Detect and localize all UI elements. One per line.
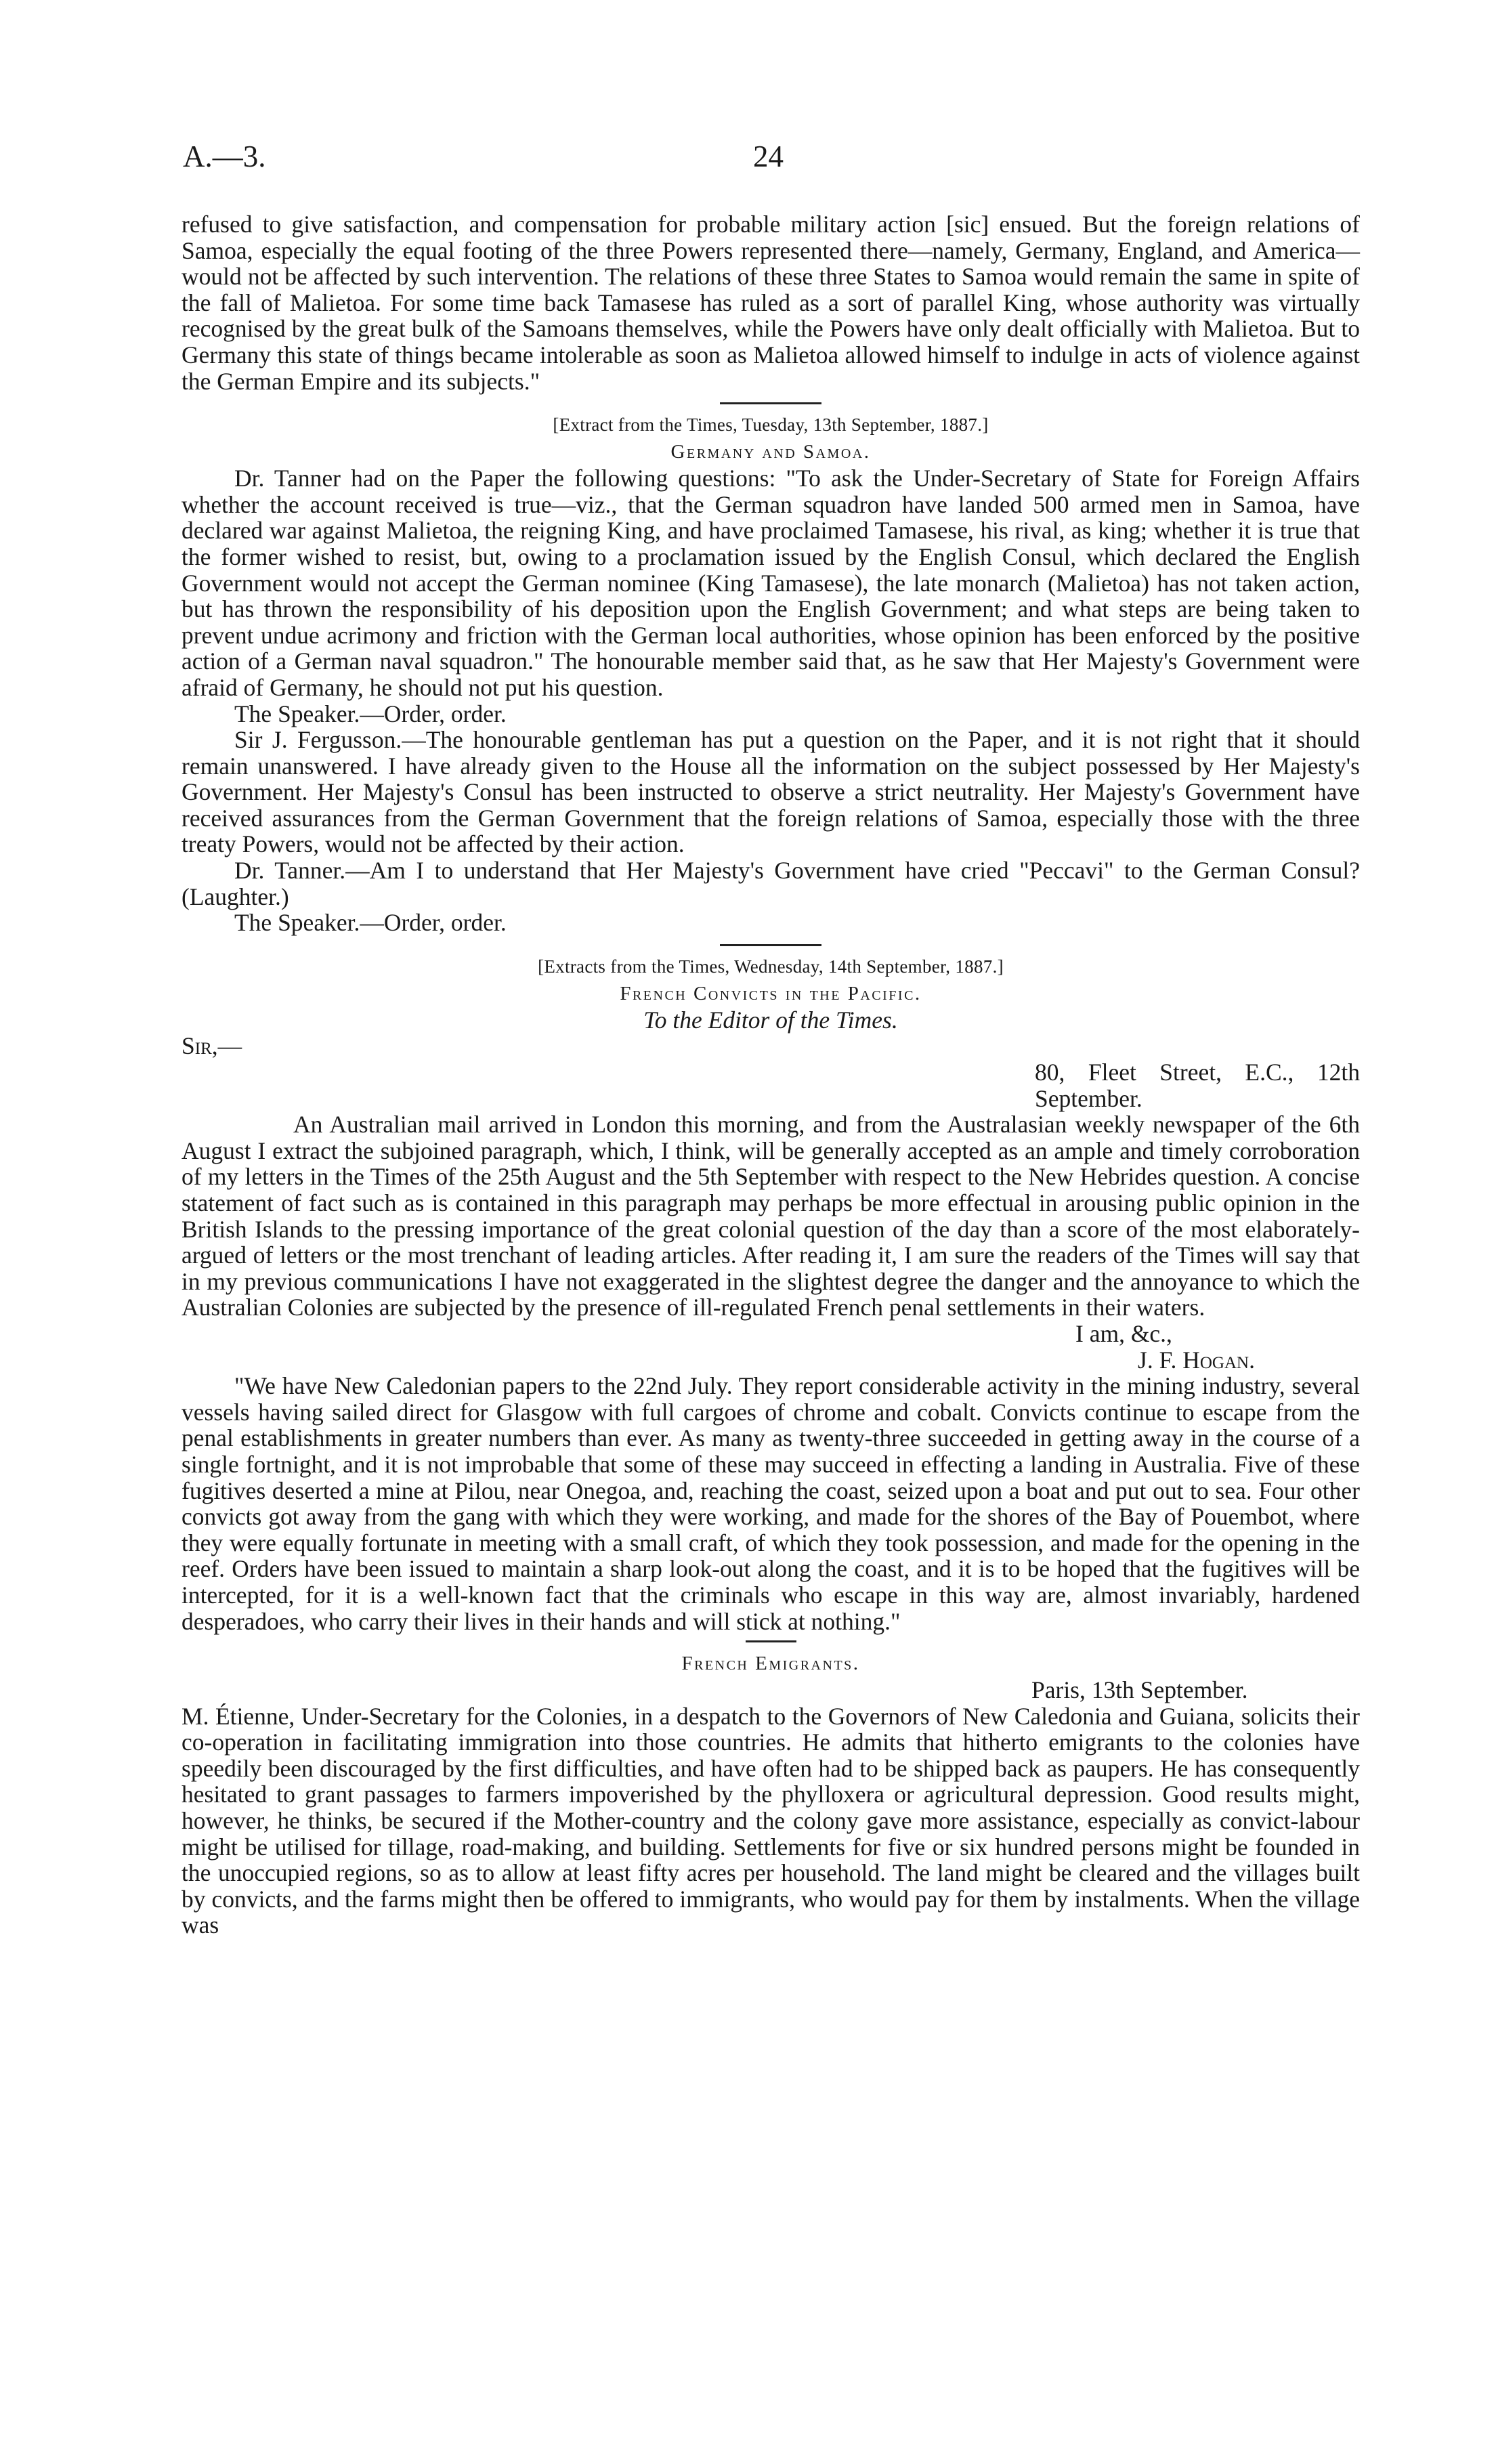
extract-note: [Extract from the Times, Tuesday, 13th September, 1887.]: [553, 415, 989, 436]
paragraph: The Speaker.—Order, order.: [234, 700, 507, 727]
dateline: Paris, 13th September.: [1031, 1676, 1248, 1704]
section-divider: [720, 402, 821, 404]
letter-address: 80, Fleet Street, E.C., 12th September.: [1035, 1059, 1360, 1112]
paragraph: Dr. Tanner had on the Paper the following questions: "To ask the Under-Secretary of State for Foreign Affairs whether the account received is true—viz., that the German squadron have landed 500 armed men in Samoa, have declared war against Malietoa, the reigning King, and have proclaimed Tamasese, his rival, as king; whether it is true that the former wished to resist, but, owing to a proclamation issued by the English Consul, which declared the English Government would not accept the German nominee (King Tamasese), the late monarch (Malietoa) has not taken action, but has thrown the responsibility of his deposition upon the English Government; and what steps are being taken to prevent undue acrimony and friction with the German local authorities, whose opinion has been enforced by the positive action of a German naval squadron." The honourable member said that, as he saw that Her Majesty's Government were afraid of Germany, he should not put his question.: [181, 465, 1360, 701]
section-divider: [746, 1640, 796, 1642]
extract-note: [Extracts from the Times, Wednesday, 14th September, 1887.]: [538, 956, 1004, 977]
section-heading: French Emigrants.: [681, 1653, 860, 1675]
section-heading: French Convicts in the Pacific.: [620, 982, 922, 1004]
letter-subheading: To the Editor of the Times.: [643, 1006, 898, 1034]
letter-signature: J. F. Hogan.: [1138, 1346, 1255, 1374]
section-divider: [720, 944, 821, 946]
letter-closing: I am, &c.,: [1075, 1319, 1172, 1347]
continuation-paragraph: refused to give satisfaction, and compensation for probable military action [sic] ensued. But the foreign relations of Samoa, especially the equal footing of the three Powers represented there—namely, Germany, England, and America—would not be affected by such intervention. The relations of these three States to Samoa would remain the same in spite of the fall of Malietoa. For some time back Tamasese has ruled as a sort of parallel King, whose authority was virtually recognised by the great bulk of the Samoans themselves, while the Powers have only dealt officially with Malietoa. But to Germany this state of things became intolerable as soon as Malietoa allowed himself to indulge in acts of violence against the German Empire and its subjects.": [181, 211, 1360, 395]
paragraph: Dr. Tanner.—Am I to understand that Her Majesty's Government have cried "Peccavi" to the German Consul? (Laughter.): [181, 857, 1360, 910]
body-column: [181, 211, 1360, 1938]
section-heading: Germany and Samoa.: [670, 441, 871, 463]
paragraph: An Australian mail arrived in London this morning, and from the Australasian weekly newspaper of the 6th August I extract the subjoined paragraph, which, I think, will be generally accepted as an ample and timely corroboration of my letters in the Times of the 25th August and the 5th September with respect to the New Hebrides question. A concise statement of fact such as is contained in this paragraph may perhaps be more effectual in arousing public opinion in the British Islands to the pressing importance of the great colonial question of the day than a score of the most elaborately-argued of letters or the most trenchant of leading articles. After reading it, I am sure the readers of the Times will say that in my previous communications I have not exaggerated in the slightest degree the danger and the annoyance to which the Australian Colonies are subjected by the presence of ill-regulated French penal settlements in their waters.: [181, 1111, 1360, 1321]
quoted-paragraph: "We have New Caledonian papers to the 22nd July. They report considerable activity in the mining industry, several vessels having sailed direct for Glasgow with full cargoes of chrome and cobalt. Convicts continue to escape from the penal establishments in greater numbers than ever. As many as twenty-three succeeded in getting away in the course of a single fortnight, and it is not improbable that some of these may succeed in effecting a landing in Australia. Five of these fugitives deserted a mine at Pilou, near Onegoa, and, reaching the coast, seized upon a boat and put out to sea. Four other convicts got away from the gang with which they were working, and made for the shores of the Bay of Pouembot, where they were equally fortunate in meeting with a small craft, of which they took possession, and made for the opening in the reef. Orders have been issued to maintain a sharp look-out along the coast, and it is to be hoped that the fugitives will be intercepted, for it is a well-known fact that the criminals who escape in this way are, almost invariably, hardened desperadoes, who carry their lives in their hands and will stick at nothing.": [181, 1372, 1360, 1635]
paragraph: M. Étienne, Under-Secretary for the Colonies, in a despatch to the Governors of New Caledonia and Guiana, solicits their co-operation in facilitating immigration into those countries. He admits that hitherto emigrants to the colonies have speedily been discouraged by the first difficulties, and have often had to be shipped back as paupers. He has consequently hesitated to grant passages to farmers impoverished by the phylloxera or agricultural depression. Good results might, however, he thinks, be secured if the Mother-country and the colony gave more assistance, especially as convict-labour might be utilised for tillage, road-making, and building. Settlements for five or six hundred persons might be founded in the unoccupied regions, so as to allow at least fifty acres per household. The land might be cleared and the villages built by convicts, and the farms might then be offered to immigrants, who would pay for them by instalments. When the village was: [181, 1702, 1360, 1939]
paragraph: Sir J. Fergusson.—The honourable gentleman has put a question on the Paper, and it is not right that it should remain unanswered. I have already given to the House all the information on the subject possessed by Her Majesty's Government. Her Majesty's Consul has been instructed to observe a strict neutrality. Her Majesty's Government have received assurances from the German Government that the foreign relations of Samoa, especially those with the three treaty Powers, would not be affected by their action.: [181, 726, 1360, 858]
document-reference: A.—3.: [183, 140, 266, 173]
salutation: Sir,—: [181, 1032, 242, 1060]
page-number: 24: [753, 140, 784, 173]
paragraph: The Speaker.—Order, order.: [234, 909, 507, 937]
